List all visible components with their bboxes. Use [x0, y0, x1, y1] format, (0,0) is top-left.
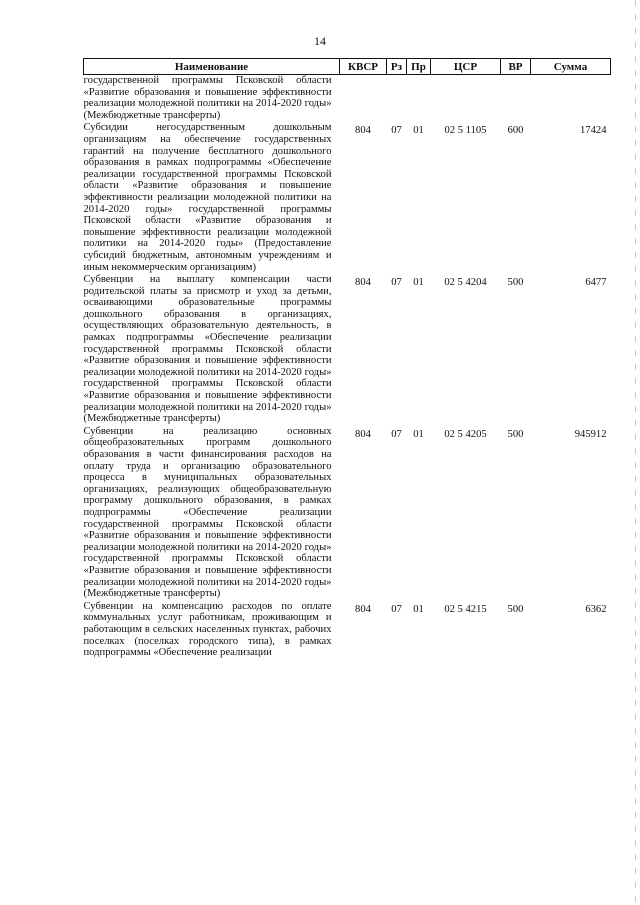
row-vr-cell: 500	[507, 428, 524, 440]
column-header-kvsr: КВСР	[340, 59, 387, 75]
row-kvsr-cell: 804	[355, 603, 371, 615]
row-sum-cell: 17424	[580, 125, 607, 137]
row-pr-cell: 01	[413, 125, 424, 137]
row-name-cell: Субвенции на выплату компенсации части родительской платы за присмотр и уход за детьми, осваивающими образовательные программы дошкольного образования в организациях, осуществляющих образовательную деятельность, в рамках подпрограммы «Обеспечение реализации государственной программы Псковской области «Развитие образования и повышение эффективности реализации молодежной политики на 2014-2020 годы» государственной программы Псковской области «Развитие образования и повышение эффективности реализации молодежной политики на 2014-2020 годы» (Межбюджетные трансферты)	[83, 274, 332, 425]
row-pr-cell	[407, 75, 431, 123]
row-vr-cell: 600	[507, 125, 524, 137]
table-row	[84, 426, 611, 601]
row-csr-cell: 02 5 4204	[444, 277, 487, 289]
column-header-csr: ЦСР	[431, 59, 501, 75]
row-pr-cell: 01	[413, 603, 424, 615]
table-row	[84, 122, 611, 274]
row-name-cell: Субсидии негосударственным дошкольным организациям на обеспечение государственных гарантий на получение бесплатного дошкольного образования в рамках подпрограммы «Обеспечение реализации государственной программы Псковской области «Развитие образования и повышение эффективности реализации молодежной политики на 2014-2020 годы» государственной программы Псковской области «Развитие образования и повышение эффективности реализации молодежной политики на 2014-2020 годы» (Предоставление субсидий бюджетным, автономным учреждениям и иным некоммерческим организациям)	[83, 122, 332, 273]
row-rz-cell: 07	[391, 277, 402, 289]
table-row	[84, 601, 611, 660]
row-pr-cell: 01	[413, 428, 424, 440]
table-header	[84, 59, 611, 75]
row-sum-cell	[531, 75, 611, 123]
row-rz-cell: 07	[391, 125, 402, 137]
row-kvsr-cell: 804	[355, 277, 371, 289]
row-csr-cell: 02 5 4205	[444, 428, 487, 440]
row-csr-cell	[431, 75, 501, 123]
row-rz-cell	[387, 75, 407, 123]
row-name-cell: государственной программы Псковской области «Развитие образования и повышение эффективности реализации молодежной политики на 2014-2020 годы» (Межбюджетные трансферты)	[83, 75, 332, 121]
column-header-vr: ВР	[501, 59, 531, 75]
row-csr-cell: 02 5 4215	[444, 603, 487, 615]
column-header-pr: Пр	[407, 59, 431, 75]
scan-edge-line	[635, 0, 636, 905]
column-header-name: Наименование	[84, 59, 340, 75]
row-kvsr-cell	[340, 75, 387, 123]
row-kvsr-cell: 804	[355, 428, 371, 440]
budget-table	[83, 58, 611, 660]
row-name-cell: Субвенции на реализацию основных общеобразовательных программ дошкольного образования в части финансирования расходов на оплату труда и организацию образовательного процесса в муниципальных образовательных организациях, реализующих общеобразовательную программу дошкольного образования, в рамках подпрограммы «Обеспечение реализации государственной программы Псковской области «Развитие образования и повышение эффективности реализации молодежной политики на 2014-2020 годы» государственной программы Псковской области «Развитие образования и повышение эффективности реализации молодежной политики на 2014-2020 годы» (Межбюджетные трансферты)	[83, 425, 332, 600]
row-pr-cell: 01	[413, 277, 424, 289]
row-sum-cell: 6362	[585, 603, 607, 615]
row-vr-cell: 500	[507, 277, 524, 289]
row-kvsr-cell: 804	[355, 125, 371, 137]
row-csr-cell: 02 5 1105	[444, 125, 487, 137]
table-body	[84, 75, 611, 660]
row-vr-cell	[501, 75, 531, 123]
row-rz-cell: 07	[391, 428, 402, 440]
table-row	[84, 75, 611, 123]
row-name-cell: Субвенции на компенсацию расходов по оплате коммунальных услуг работникам, проживающим и работающим в сельских населенных пунктах, рабочих поселках (поселках городского типа), в рамках подпрограммы «Обеспечение реализации	[83, 600, 332, 659]
header-row	[84, 59, 611, 75]
row-vr-cell: 500	[507, 603, 524, 615]
column-header-rz: Рз	[387, 59, 407, 75]
table-row	[84, 274, 611, 426]
column-header-sum: Сумма	[531, 59, 611, 75]
row-sum-cell: 6477	[585, 277, 607, 289]
page-number: 14	[314, 34, 326, 48]
row-sum-cell: 945912	[574, 428, 607, 440]
row-rz-cell: 07	[391, 603, 402, 615]
